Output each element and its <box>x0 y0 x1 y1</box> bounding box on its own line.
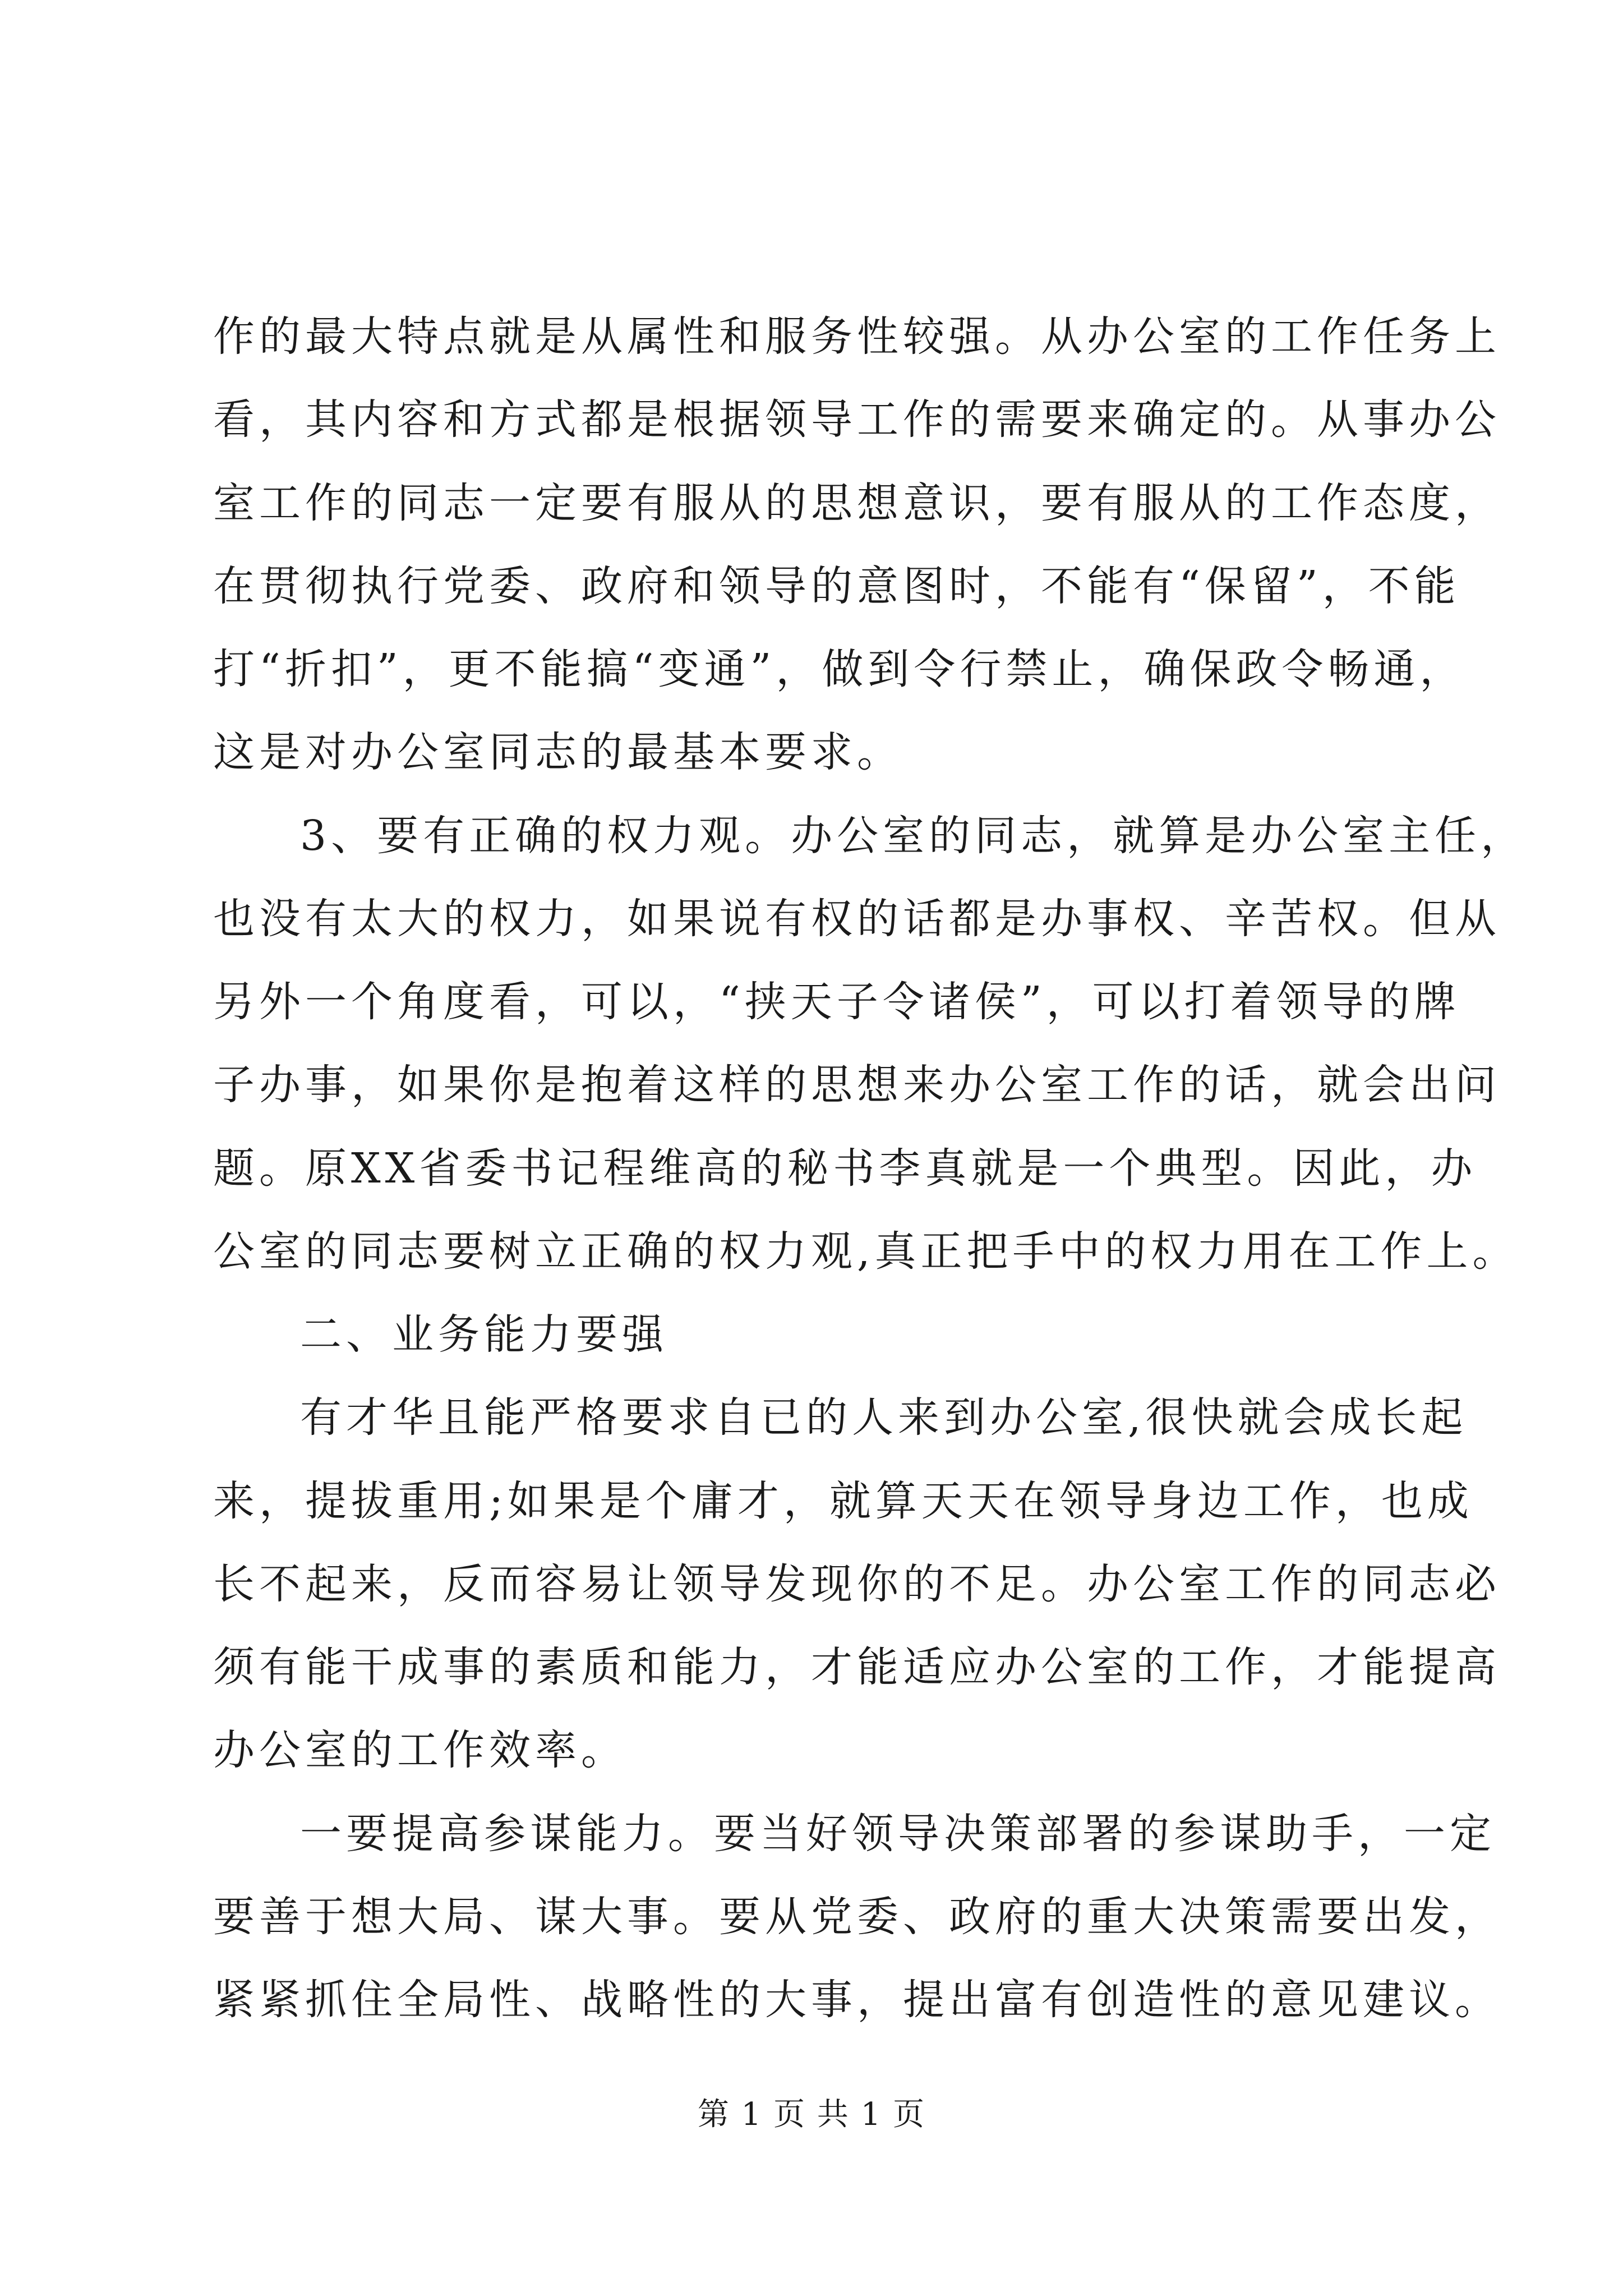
text-line: 看，其内容和方式都是根据领导工作的需要来确定的。从事办公 <box>213 395 1501 444</box>
text-line: 来，提拔重用;如果是个庸才，就算天天在领导身边工作，也成 <box>213 1477 1473 1525</box>
page-footer: 第 1 页 共 1 页 <box>697 2096 926 2133</box>
text-line: 也没有太大的权力，如果说有权的话都是办事权、辛苦权。但从 <box>213 895 1501 943</box>
text-line: 题。原XX省委书记程维高的秘书李真就是一个典型。因此，办 <box>213 1144 1477 1193</box>
section-heading: 二、业务能力要强 <box>300 1310 668 1359</box>
text-line: 在贯彻执行党委、政府和领导的意图时，不能有“保留”，不能 <box>213 562 1460 610</box>
text-line: 公室的同志要树立正确的权力观,真正把手中的权力用在工作上。 <box>213 1227 1519 1276</box>
paragraph-start: 3、要有正确的权力观。办公室的同志，就算是办公室主任， <box>300 812 1527 860</box>
text-line: 紧紧抓住全局性、战略性的大事，提出富有创造性的意见建议。 <box>213 1976 1501 2024</box>
text-line: 这是对办公室同志的最基本要求。 <box>213 728 903 776</box>
text-line: 打“折扣”，更不能搞“变通”，做到令行禁止，确保政令畅通， <box>213 645 1466 693</box>
text-line: 另外一个角度看，可以，“挟天子令诸侯”，可以打着领导的牌 <box>213 978 1460 1026</box>
text-line: 室工作的同志一定要有服从的思想意识，要有服从的工作态度， <box>213 479 1501 527</box>
text-line: 须有能干成事的素质和能力，才能适应办公室的工作，才能提高 <box>213 1643 1501 1691</box>
text-line: 要善于想大局、谋大事。要从党委、政府的重大决策需要出发， <box>213 1893 1501 1941</box>
text-line: 长不起来，反而容易让领导发现你的不足。办公室工作的同志必 <box>213 1560 1501 1608</box>
text-line: 子办事，如果你是抱着这样的思想来办公室工作的话，就会出问 <box>213 1061 1501 1109</box>
paragraph-start: 一要提高参谋能力。要当好领导决策部署的参谋助手，一定 <box>300 1810 1496 1858</box>
paragraph-start: 有才华且能严格要求自已的人来到办公室,很快就会成长起 <box>300 1393 1468 1442</box>
text-line: 作的最大特点就是从属性和服务性较强。从办公室的工作任务上 <box>213 312 1501 361</box>
text-line: 办公室的工作效率。 <box>213 1726 627 1774</box>
